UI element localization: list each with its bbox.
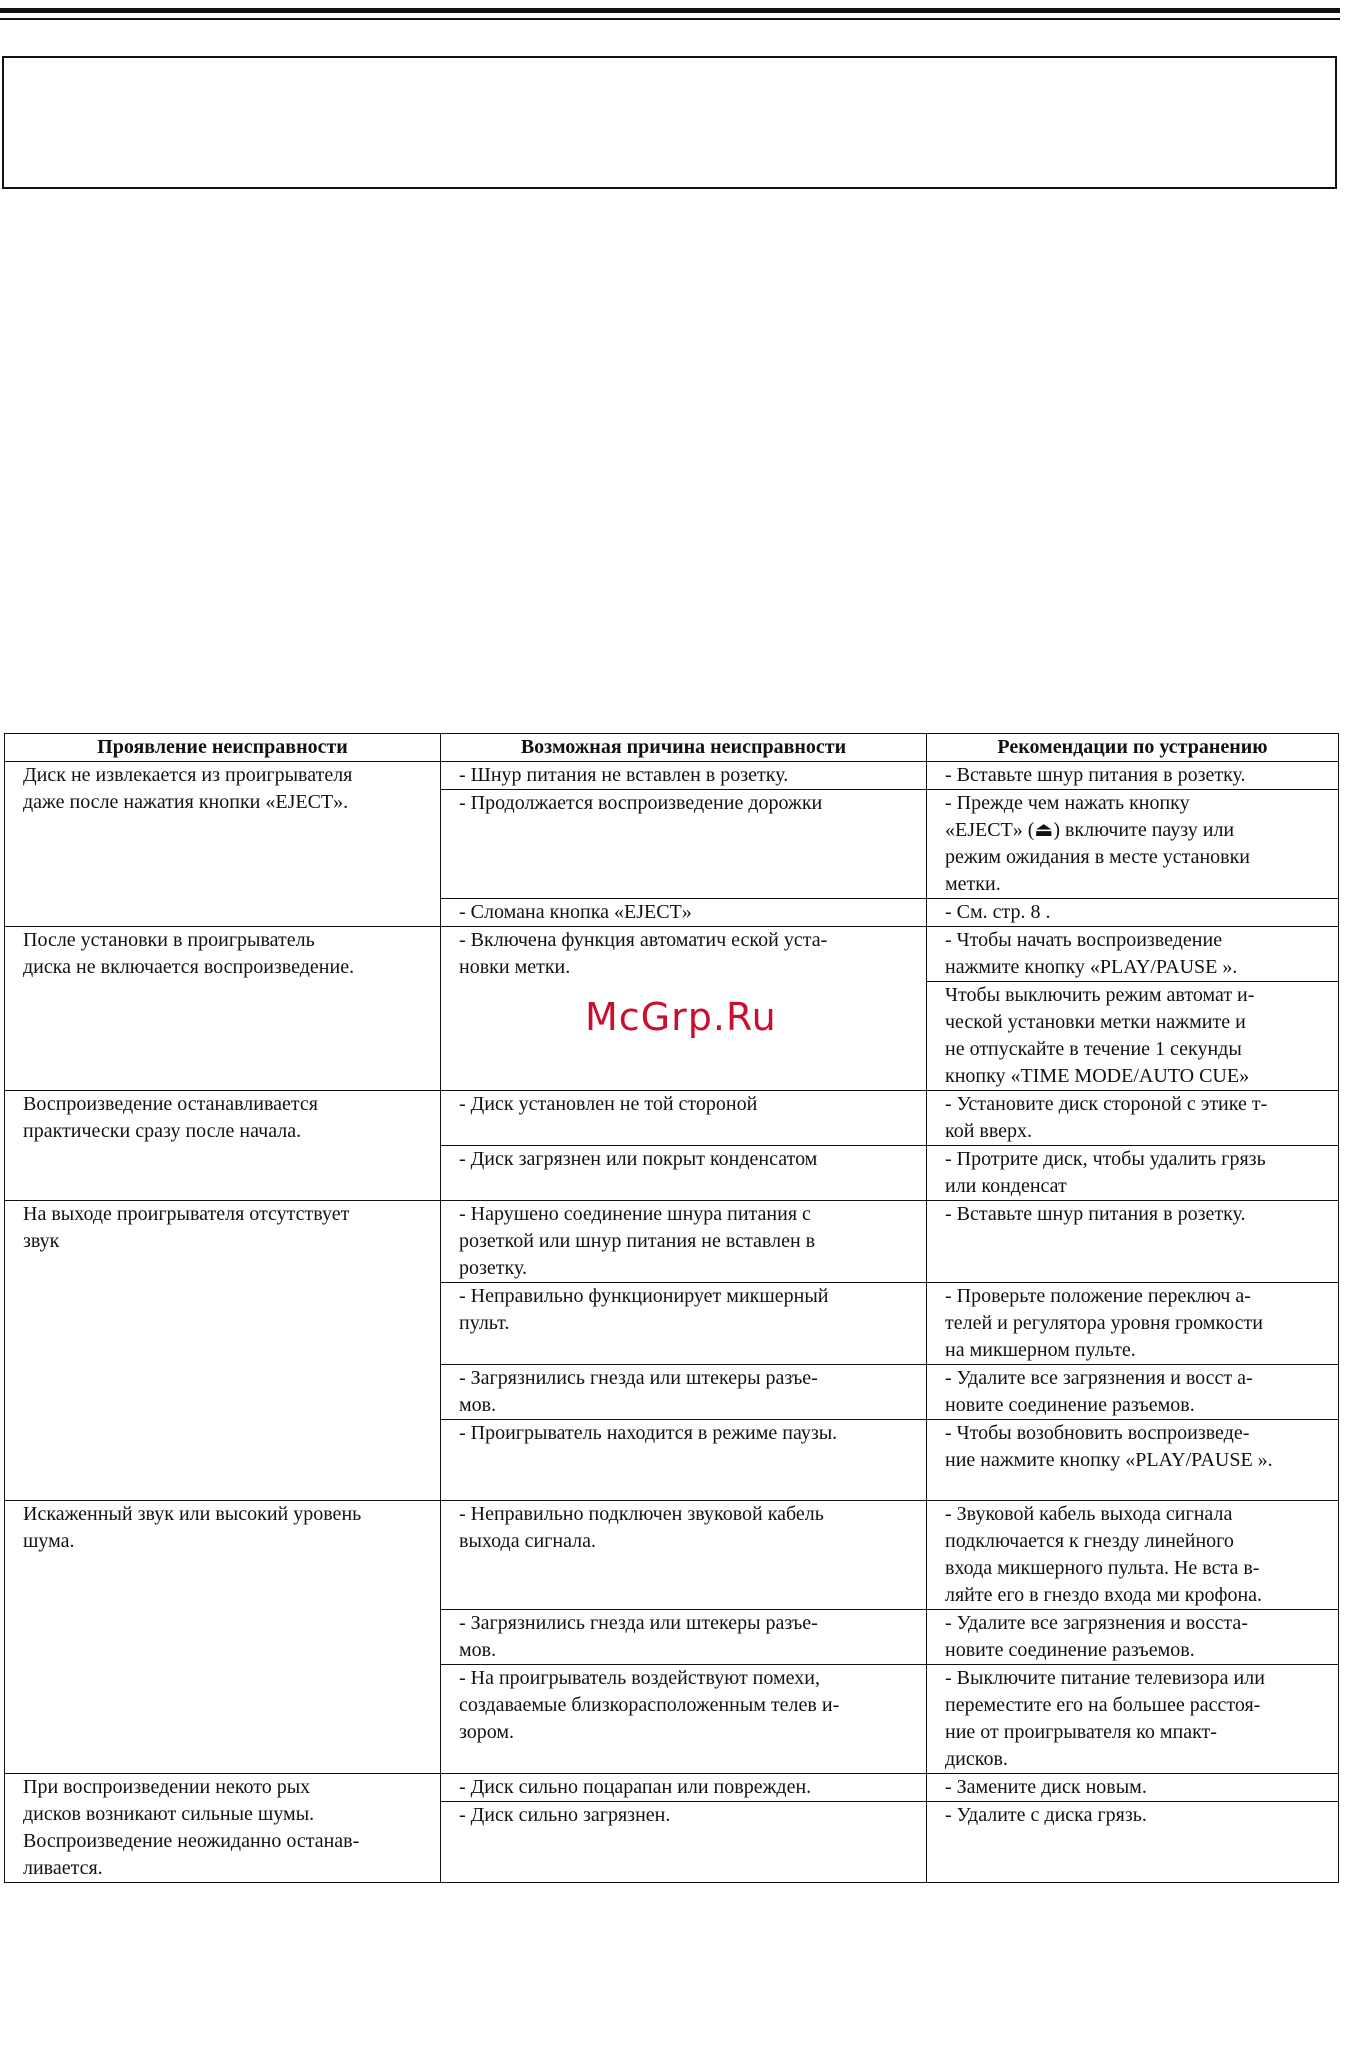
fix-line: - Проверьте положение переключ а- bbox=[945, 1285, 1251, 1307]
cause-cell bbox=[441, 1146, 927, 1201]
symptom-line: звук bbox=[23, 1230, 60, 1252]
fix-line: - Удалите все загрязнения и восст а- bbox=[945, 1367, 1253, 1389]
table-row bbox=[5, 927, 1339, 982]
cause-line: розеткой или шнур питания не вставлен в bbox=[459, 1230, 816, 1252]
symptom-line: диска не включается воспроизведение. bbox=[23, 956, 355, 978]
cause-line: - Продолжается воспроизведение дорожки bbox=[459, 792, 823, 814]
fix-line: режим ожидания в месте установки bbox=[945, 846, 1251, 868]
fix-line: новите соединение разъемов. bbox=[945, 1394, 1195, 1416]
fix-cell bbox=[927, 982, 1339, 1091]
cause-line: розетку. bbox=[459, 1257, 527, 1279]
cause-line: зором. bbox=[459, 1721, 515, 1743]
cause-line: выхода сигнала. bbox=[459, 1530, 596, 1552]
fix-cell bbox=[927, 1365, 1339, 1420]
symptom-line: практически сразу после начала. bbox=[23, 1120, 302, 1142]
table-header-row bbox=[5, 734, 1339, 762]
cause-line: - Сломана кнопка «EJECT» bbox=[459, 901, 692, 923]
fix-line: кой вверх. bbox=[945, 1120, 1033, 1142]
fix-cell bbox=[927, 1201, 1339, 1283]
fix-cell bbox=[927, 899, 1339, 927]
fix-line: «EJECT» (⏏) включите паузу или bbox=[945, 819, 1235, 841]
symptom-line: Воспроизведение останавливается bbox=[23, 1093, 318, 1115]
cause-line: мов. bbox=[459, 1394, 497, 1416]
fix-line: - Чтобы возобновить воспроизведе- bbox=[945, 1422, 1250, 1444]
fix-line: - Чтобы начать воспроизведение bbox=[945, 929, 1223, 951]
symptom-line: шума. bbox=[23, 1530, 75, 1552]
cause-line: - Диск установлен не той стороной bbox=[459, 1093, 758, 1115]
table-row bbox=[5, 1091, 1339, 1146]
fix-line: не отпускайте в течение 1 секунды bbox=[945, 1038, 1242, 1060]
fix-line: новите соединение разъемов. bbox=[945, 1639, 1195, 1661]
fix-cell bbox=[927, 790, 1339, 899]
symptom-cell bbox=[5, 1091, 441, 1201]
fix-line: ние от проигрывателя ко мпакт- bbox=[945, 1721, 1217, 1743]
table-body bbox=[5, 762, 1339, 1883]
fix-line: дисков. bbox=[945, 1748, 1008, 1770]
fix-line: ляйте его в гнездо входа ми крофона. bbox=[945, 1584, 1263, 1606]
symptom-line: После установки в проигрыватель bbox=[23, 929, 315, 951]
fix-line: - Удалите с диска грязь. bbox=[945, 1804, 1147, 1826]
symptom-line: На выходе проигрывателя отсутствует bbox=[23, 1203, 350, 1225]
fix-line: - Протрите диск, чтобы удалить грязь bbox=[945, 1148, 1266, 1170]
cause-cell bbox=[441, 762, 927, 790]
fix-line: кнопку «TIME MODE/AUTO CUE» bbox=[945, 1065, 1250, 1087]
cause-line: - Диск загрязнен или покрыт конденсатом bbox=[459, 1148, 818, 1170]
fix-line: телей и регулятора уровня громкости bbox=[945, 1312, 1263, 1334]
cause-line: - Проигрыватель находится в режиме паузы. bbox=[459, 1422, 838, 1444]
cause-cell bbox=[441, 1610, 927, 1665]
fix-cell bbox=[927, 1665, 1339, 1774]
fix-cell bbox=[927, 1283, 1339, 1365]
symptom-line: ливается. bbox=[23, 1857, 103, 1879]
fix-line: - Установите диск стороной с этике т- bbox=[945, 1093, 1268, 1115]
cause-line: - Диск сильно поцарапан или поврежден. bbox=[459, 1776, 812, 1798]
symptom-cell bbox=[5, 1501, 441, 1774]
fix-cell bbox=[927, 1802, 1339, 1883]
fix-line: Чтобы выключить режим автомат и- bbox=[945, 984, 1255, 1006]
fix-line: подключается к гнезду линейного bbox=[945, 1530, 1234, 1552]
cause-cell bbox=[441, 1365, 927, 1420]
cause-cell bbox=[441, 1201, 927, 1283]
cause-line: - Диск сильно загрязнен. bbox=[459, 1804, 671, 1826]
fix-cell bbox=[927, 1501, 1339, 1610]
cause-line: пульт. bbox=[459, 1312, 510, 1334]
cause-line: - Загрязнились гнезда или штекеры разъе- bbox=[459, 1612, 818, 1634]
cause-cell bbox=[441, 1091, 927, 1146]
cause-cell bbox=[441, 1774, 927, 1802]
fix-line: на микшерном пульте. bbox=[945, 1339, 1136, 1361]
symptom-line: Воспроизведение неожиданно останав- bbox=[23, 1830, 360, 1852]
fix-line: - Вставьте шнур питания в розетку. bbox=[945, 1203, 1246, 1225]
header-fix: Рекомендации по устранению bbox=[927, 734, 1339, 762]
cause-line: - Нарушено соединение шнура питания с bbox=[459, 1203, 811, 1225]
cause-cell bbox=[441, 1420, 927, 1501]
cause-cell bbox=[441, 1665, 927, 1774]
cause-line: - Неправильно функционирует микшерный bbox=[459, 1285, 829, 1307]
title-box bbox=[2, 56, 1337, 189]
cause-line: создаваемые близкорасположенным телев и- bbox=[459, 1694, 840, 1716]
fix-cell bbox=[927, 762, 1339, 790]
table-row bbox=[5, 1201, 1339, 1283]
cause-line: - Шнур питания не вставлен в розетку. bbox=[459, 764, 789, 786]
watermark: McGrp.Ru bbox=[585, 995, 777, 1039]
table-row bbox=[5, 1501, 1339, 1610]
fix-cell bbox=[927, 1146, 1339, 1201]
fix-cell bbox=[927, 927, 1339, 982]
fix-line: или конденсат bbox=[945, 1175, 1067, 1197]
cause-cell bbox=[441, 1501, 927, 1610]
fix-line: - Звуковой кабель выхода сигнала bbox=[945, 1503, 1233, 1525]
fix-line: - Вставьте шнур питания в розетку. bbox=[945, 764, 1246, 786]
symptom-cell bbox=[5, 1774, 441, 1883]
header-rule-thick bbox=[0, 8, 1340, 13]
cause-cell bbox=[441, 790, 927, 899]
cause-cell bbox=[441, 899, 927, 927]
symptom-cell bbox=[5, 927, 441, 1091]
fix-cell bbox=[927, 1774, 1339, 1802]
cause-line: - Загрязнились гнезда или штекеры разъе- bbox=[459, 1367, 818, 1389]
cause-line: - На проигрыватель воздействуют помехи, bbox=[459, 1667, 820, 1689]
fix-cell bbox=[927, 1091, 1339, 1146]
fix-line: входа микшерного пульта. Не вста в- bbox=[945, 1557, 1260, 1579]
fix-line: - См. стр. 8 . bbox=[945, 901, 1051, 923]
table-row bbox=[5, 762, 1339, 790]
fix-line: - Прежде чем нажать кнопку bbox=[945, 792, 1190, 814]
symptom-line: Диск не извлекается из проигрывателя bbox=[23, 764, 353, 786]
fix-line: метки. bbox=[945, 873, 1001, 895]
fix-cell bbox=[927, 1420, 1339, 1501]
cause-line: - Неправильно подключен звуковой кабель bbox=[459, 1503, 824, 1525]
fix-line: переместите его на большее расстоя- bbox=[945, 1694, 1261, 1716]
fix-line: ческой установки метки нажмите и bbox=[945, 1011, 1246, 1033]
cause-line: мов. bbox=[459, 1639, 497, 1661]
symptom-cell bbox=[5, 762, 441, 927]
table-row bbox=[5, 1774, 1339, 1802]
fix-cell bbox=[927, 1610, 1339, 1665]
symptom-line: дисков возникают сильные шумы. bbox=[23, 1803, 315, 1825]
troubleshooting-table bbox=[4, 733, 1339, 1883]
fix-line: - Выключите питание телевизора или bbox=[945, 1667, 1265, 1689]
cause-line: новки метки. bbox=[459, 956, 571, 978]
symptom-line: При воспроизведении некото рых bbox=[23, 1776, 311, 1798]
fix-line: - Замените диск новым. bbox=[945, 1776, 1147, 1798]
cause-line: - Включена функция автоматич еской уста- bbox=[459, 929, 828, 951]
symptom-cell bbox=[5, 1201, 441, 1501]
fix-line: - Удалите все загрязнения и восста- bbox=[945, 1612, 1248, 1634]
header-cause: Возможная причина неисправности bbox=[441, 734, 927, 762]
header-rule-thin bbox=[0, 18, 1340, 20]
fix-line: ние нажмите кнопку «PLAY/PAUSE ». bbox=[945, 1449, 1273, 1471]
symptom-line: Искаженный звук или высокий уровень bbox=[23, 1503, 362, 1525]
header-symptom: Проявление неисправности bbox=[5, 734, 441, 762]
fix-line: нажмите кнопку «PLAY/PAUSE ». bbox=[945, 956, 1238, 978]
cause-cell bbox=[441, 1802, 927, 1883]
cause-cell bbox=[441, 1283, 927, 1365]
symptom-line: даже после нажатия кнопки «EJECT». bbox=[23, 791, 349, 813]
